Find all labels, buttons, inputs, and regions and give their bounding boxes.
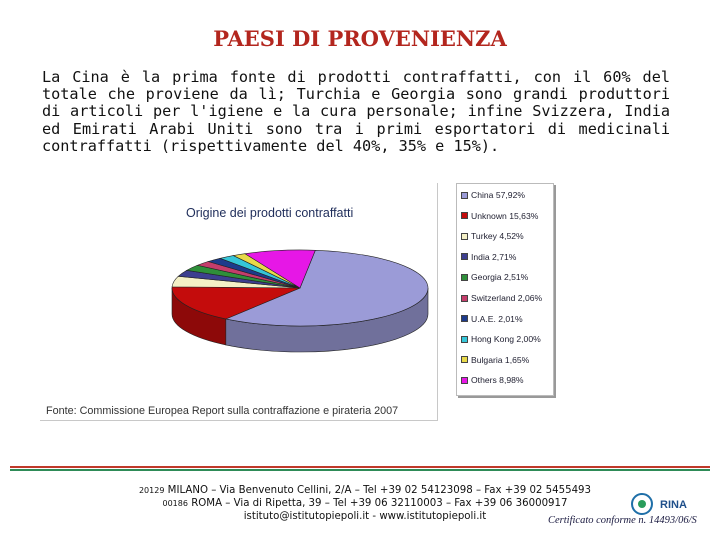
legend-item <box>461 209 538 223</box>
legend-label: U.A.E. 2,01% <box>471 313 523 324</box>
legend-swatch <box>461 233 468 240</box>
legend-swatch <box>461 356 468 363</box>
legend-label: Turkey 4,52% <box>471 231 524 242</box>
footer-line-milano <box>100 485 630 498</box>
legend-item <box>461 332 541 346</box>
rina-logo-text: RINA <box>660 499 687 511</box>
page-title: PAESI DI PROVENIENZA <box>213 26 507 51</box>
legend-label: Hong Kong 2,00% <box>471 334 541 345</box>
legend-swatch <box>461 377 468 384</box>
legend-swatch <box>461 212 468 219</box>
legend-swatch <box>461 336 468 343</box>
legend-label: China 57,92% <box>471 190 525 200</box>
legend-label: Switzerland 2,06% <box>471 293 543 303</box>
legend-item <box>461 373 524 387</box>
source-note: Fonte: Commissione Europea Report sulla contraffazione e pirateria 2007 <box>46 405 399 417</box>
legend-item <box>461 270 528 284</box>
rina-emblem-center-icon <box>638 500 646 508</box>
chart-legend <box>456 183 554 396</box>
footer-line-roma <box>100 498 630 511</box>
legend-label: Georgia 2,51% <box>471 272 529 283</box>
postal-code-roma: 00186 <box>162 498 188 508</box>
legend-item <box>461 312 523 326</box>
legend-label: Bulgaria 1,65% <box>471 354 530 365</box>
certification-text: Certificato conforme n. 14493/06/S <box>548 515 697 526</box>
footer-roma-text: ROMA – Via di Ripetta, 39 – Tel +39 06 32110003 – Fax +39 06 36000917 <box>191 497 568 509</box>
legend-swatch <box>461 253 468 260</box>
footer-milano-text: MILANO – Via Benvenuto Cellini, 2/A – Tel +39 02 54123098 – Fax +39 02 5455493 <box>167 485 592 496</box>
legend-item <box>461 291 542 305</box>
legend-swatch <box>461 192 468 199</box>
legend-label: Others 8,98% <box>471 375 524 386</box>
legend-label: India 2,71% <box>471 251 517 262</box>
legend-item <box>461 188 525 202</box>
legend-swatch <box>461 274 468 281</box>
intro-paragraph: La Cina è la prima fonte di prodotti contraffatti, con il 60% del totale che proviene da lì; Turchia e Georgia sono grandi produttori di articoli per l'igiene e la cura personale; infine Svizzera, India ed Emirati Arabi Uniti sono tra i primi esportatori di medicinali contraffatti (rispettivamente del 40%, 35% e 15%). <box>42 68 670 155</box>
legend-item <box>461 250 516 264</box>
footer-line-contacts: istituto@istitutopiepoli.it - www.istitutopiepoli.it <box>243 510 487 522</box>
footer-rule-green <box>10 469 710 471</box>
legend-item <box>461 229 524 243</box>
legend-label: Unknown 15,63% <box>471 210 539 221</box>
legend-swatch <box>461 295 468 302</box>
postal-code-milano: 20129 <box>138 486 165 495</box>
legend-swatch <box>461 315 468 322</box>
footer-rule-red <box>10 466 710 468</box>
legend-item <box>461 353 529 367</box>
chart-title: Origine dei prodotti contraffatti <box>186 206 354 220</box>
